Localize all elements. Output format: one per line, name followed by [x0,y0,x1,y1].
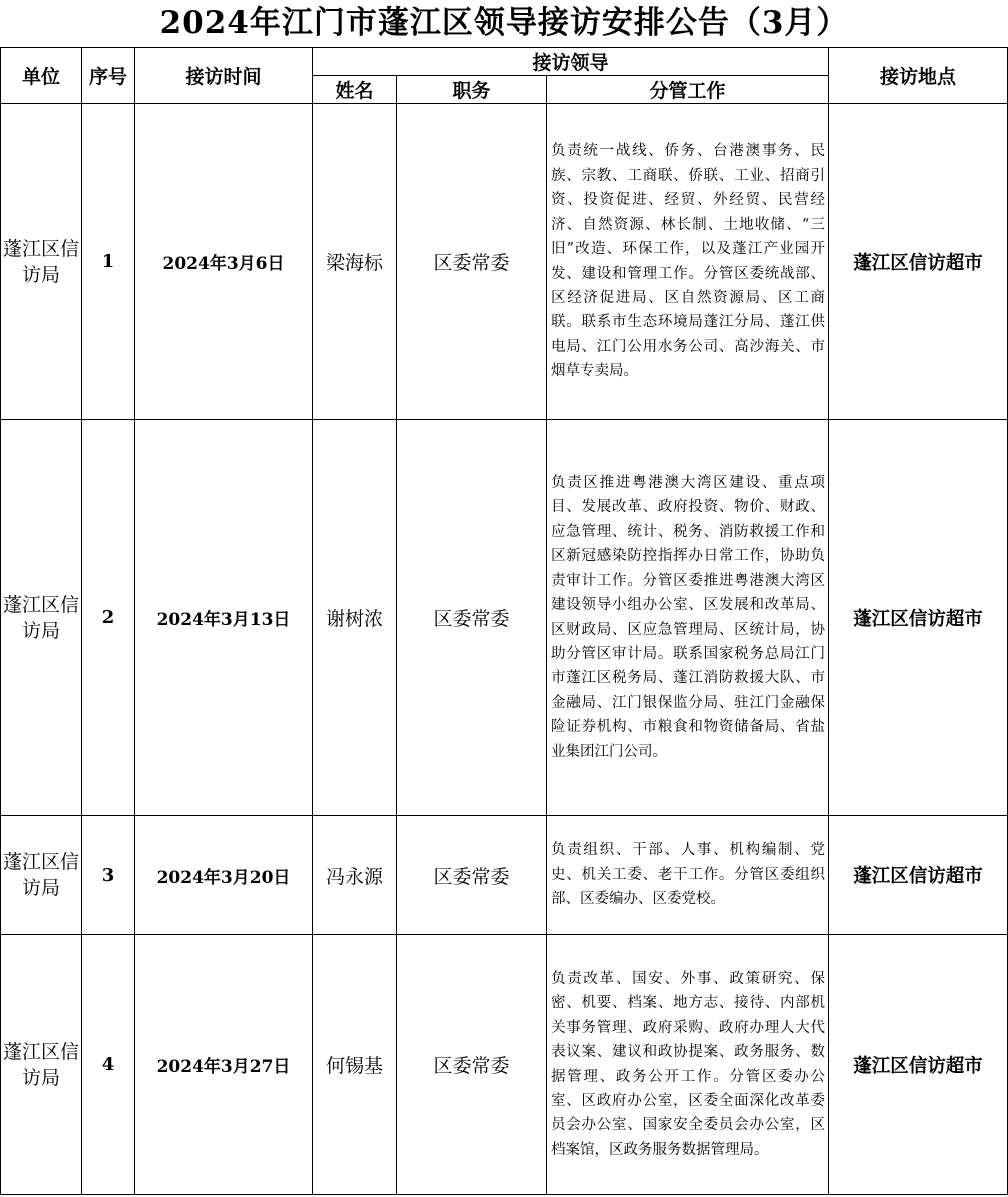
work-cell: 负责组织、干部、人事、机构编制、党史、机关工委、老干工作。分管区委组织部、区委编办、区委党校。 [547,816,829,935]
seq-cell: 2 [82,420,135,816]
seq-cell: 4 [82,935,135,1195]
table-row [1,935,1008,1195]
header-place: 接访地点 [829,48,1008,104]
header-post: 职务 [397,76,547,104]
work-cell: 负责改革、国安、外事、政策研究、保密、机要、档案、地方志、接待、内部机关事务管理、政府采购、政府办理人大代表议案、建议和政协提案、政务服务、数据管理、政务公开工作。分管区委办公室、区政府办公室，区委全面深化改革委员会办公室、国家安全委员会办公室，区档案馆，区政务服务数据管理局。 [547,935,829,1195]
place-cell: 蓬江区信访超市 [829,104,1008,420]
table-row [1,420,1008,816]
unit-cell: 蓬江区信访局 [1,935,82,1195]
seq-cell: 3 [82,816,135,935]
time-cell: 2024年3月6日 [135,104,313,420]
place-cell: 蓬江区信访超市 [829,935,1008,1195]
header-row-1 [1,48,1008,76]
header-work: 分管工作 [547,76,829,104]
place-cell: 蓬江区信访超市 [829,420,1008,816]
name-cell: 梁海标 [313,104,397,420]
post-cell: 区委常委 [397,420,547,816]
page-title: 2024年江门市蓬江区领导接访安排公告（3月） [159,5,849,41]
time-cell: 2024年3月20日 [135,816,313,935]
time-cell: 2024年3月13日 [135,420,313,816]
time-cell: 2024年3月27日 [135,935,313,1195]
post-cell: 区委常委 [397,104,547,420]
header-unit: 单位 [1,48,82,104]
work-cell: 负责统一战线、侨务、台港澳事务、民族、宗教、工商联、侨联、工业、招商引资、投资促进、经贸、外经贸、民营经济、自然资源、林长制、土地收储、“三旧”改造、环保工作，以及蓬江产业园开发、建设和管理工作。分管区委统战部、区经济促进局、区自然资源局、区工商联。联系市生态环境局蓬江分局、蓬江供电局、江门公用水务公司、高沙海关、市烟草专卖局。 [547,104,829,420]
name-cell: 谢树浓 [313,420,397,816]
place-cell: 蓬江区信访超市 [829,816,1008,935]
header-seq: 序号 [82,48,135,104]
header-leader-group: 接访领导 [313,48,829,76]
unit-cell: 蓬江区信访局 [1,104,82,420]
schedule-table [0,47,1008,1195]
work-cell: 负责区推进粤港澳大湾区建设、重点项目、发展改革、政府投资、物价、财政、应急管理、统计、税务、消防救援工作和区新冠感染防控指挥办日常工作，协助负责审计工作。分管区委推进粤港澳大湾区建设领导小组办公室、区发展和改革局、区财政局、区应急管理局、区统计局，协助分管区审计局。联系国家税务总局江门市蓬江区税务局、蓬江消防救援大队、市金融局、江门银保监分局、驻江门金融保险证券机构、市粮食和物资储备局、省盐业集团江门公司。 [547,420,829,816]
post-cell: 区委常委 [397,816,547,935]
header-name: 姓名 [313,76,397,104]
post-cell: 区委常委 [397,935,547,1195]
table-row [1,816,1008,935]
name-cell: 冯永源 [313,816,397,935]
unit-cell: 蓬江区信访局 [1,816,82,935]
seq-cell: 1 [82,104,135,420]
table-row [1,104,1008,420]
name-cell: 何锡基 [313,935,397,1195]
header-time: 接访时间 [135,48,313,104]
unit-cell: 蓬江区信访局 [1,420,82,816]
